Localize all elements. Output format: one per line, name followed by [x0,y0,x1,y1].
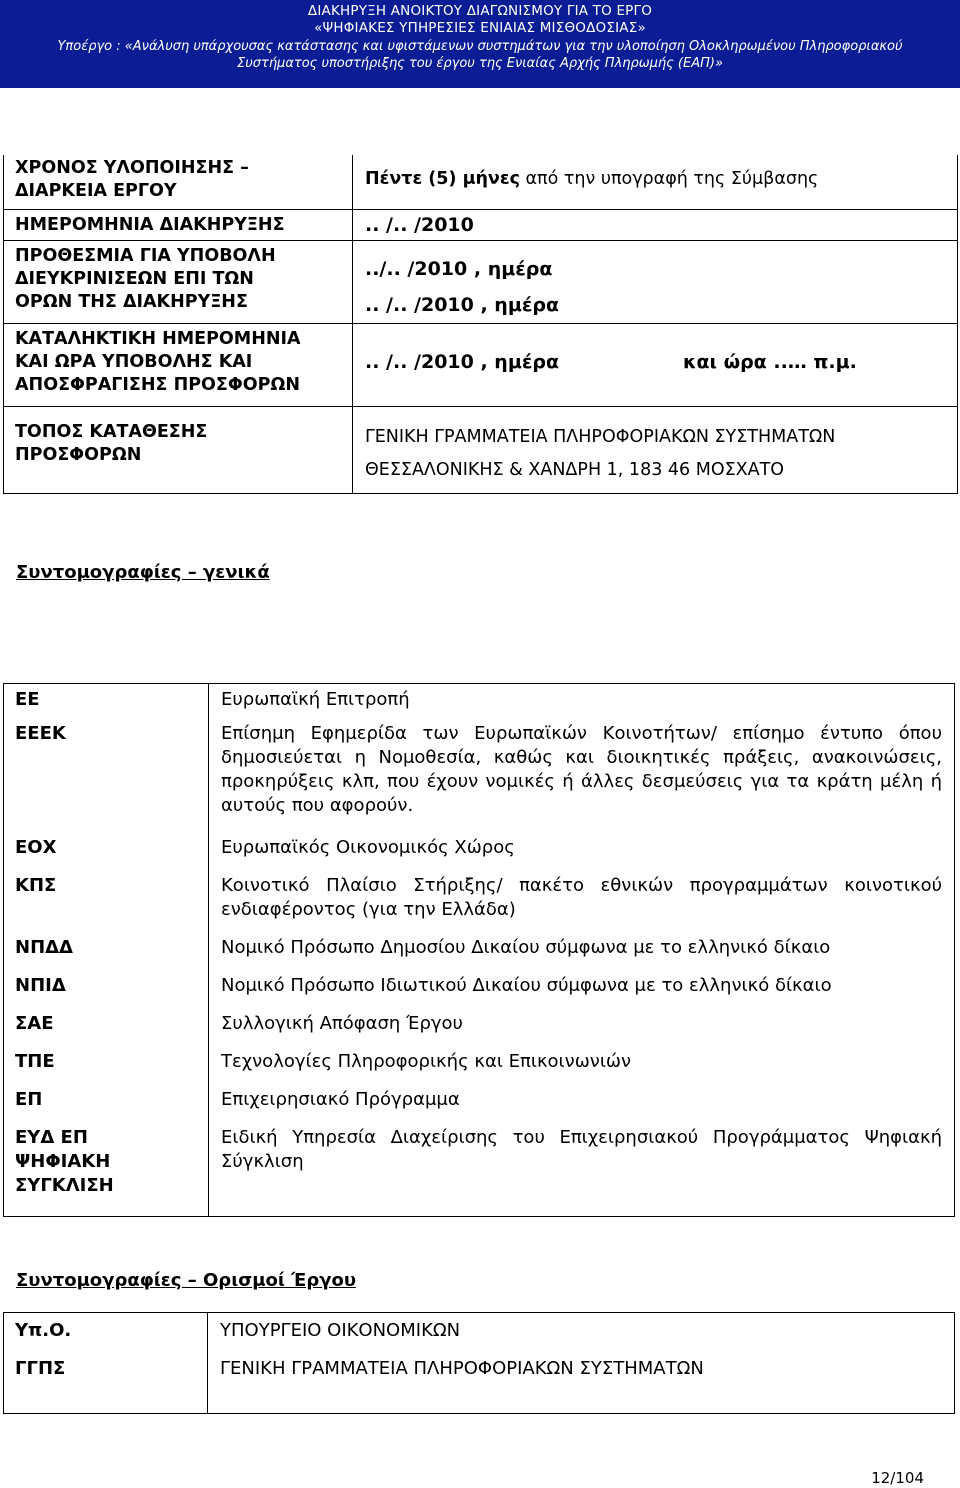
page-number: 12/104 [871,1469,924,1487]
table-row [4,936,955,974]
meaning-cell: Κοινοτικό Πλαίσιο Στήριξης/ πακέτο εθνικών προγραμμάτων κοινοτικού ενδιαφέροντος (για την Ελλάδα) [209,874,955,936]
abbr-cell: ΕΠ [15,1089,43,1110]
deadline-value: .. /.. /2010 , ημέρα και ώρα ..… π.μ. [353,324,958,407]
deadline-label: ΚΑΤΑΛΗΚΤΙΚΗ ΗΜΕΡΟΜΗΝΙΑ ΚΑΙ ΩΡΑ ΥΠΟΒΟΛΗΣ ΚΑΙ ΑΠΟΣΦΡΑΓΙΣΗΣ ΠΡΟΣΦΟΡΩΝ [4,324,353,407]
meaning-cell: ΥΠΟΥΡΓΕΙΟ ΟΙΚΟΝΟΜΙΚΩΝ [208,1313,955,1358]
abbr-cell: ΚΠΣ [15,875,57,896]
duration-value: Πέντε (5) μήνες από την υπογραφή της Σύμβασης [353,155,958,210]
duration-label: ΧΡΟΝΟΣ ΥΛΟΠΟΙΗΣΗΣ – ΔΙΑΡΚΕΙΑ ΕΡΓΟΥ [4,155,353,210]
meaning-cell: Νομικό Πρόσωπο Δημοσίου Δικαίου σύμφωνα με το ελληνικό δίκαιο [209,936,955,974]
table-row [4,874,955,936]
table-row [4,836,955,874]
abbr-cell: ΣΑΕ [15,1013,54,1034]
clarifications-value: ../.. /2010 , ημέρα .. /.. /2010 , ημέρα [353,241,958,324]
meaning-cell: Επιχειρησιακό Πρόγραμμα [209,1088,955,1126]
abbreviations-project-table [3,1312,955,1414]
table-row [4,1357,955,1414]
table-row [4,1050,955,1088]
abbr-cell: ΓΓΠΣ [15,1358,66,1379]
abbr-cell: ΝΠΔΔ [15,937,73,958]
table-row [4,1012,955,1050]
meaning-cell: Συλλογική Απόφαση Έργου [209,1012,955,1050]
header-subproject-line-1: Υποέργο : «Ανάλυση υπάρχουσας κατάστασης και υφιστάμενων συστημάτων για την υλοποίηση Ολοκληρωμένου Πληροφοριακού [57,39,903,54]
abbr-cell: ΕΟΧ [15,837,57,858]
abbr-cell: Υπ.Ο. [15,1320,72,1341]
abbreviations-general-table [3,683,955,1217]
duration-row [4,155,958,210]
clarifications-label: ΠΡΟΘΕΣΜΙΑ ΓΙΑ ΥΠΟΒΟΛΗ ΔΙΕΥΚΡΙΝΙΣΕΩΝ ΕΠΙ ΤΩΝ ΟΡΩΝ ΤΗΣ ΔΙΑΚΗΡΥΞΗΣ [4,241,353,324]
document-header [0,0,960,88]
header-title-line-2: «ΨΗΦΙΑΚΕΣ ΥΠΗΡΕΣΙΕΣ ΕΝΙΑΙΑΣ ΜΙΣΘΟΔΟΣΙΑΣ» [314,20,646,36]
tender-info-table [3,155,958,494]
header-title-line-1: ΔΙΑΚΗΡΥΞΗ ΑΝΟΙΚΤΟΥ ΔΙΑΓΩΝΙΣΜΟΥ ΓΙΑ ΤΟ ΕΡΓΟ [307,3,653,19]
table-row [4,1088,955,1126]
meaning-cell: Ευρωπαϊκή Επιτροπή [209,684,955,723]
abbr-cell: ΕΕΕΚ [15,723,66,744]
announce-label: ΗΜΕΡΟΜΗΝΙΑ ΔΙΑΚΗΡΥΞΗΣ [4,210,353,241]
section-title-project: Συντομογραφίες – Ορισμοί Έργου [16,1270,357,1291]
meaning-cell: Νομικό Πρόσωπο Ιδιωτικού Δικαίου σύμφωνα με το ελληνικό δίκαιο [209,974,955,1012]
table-row [4,1313,955,1358]
section-title-general: Συντομογραφίες – γενικά [16,562,270,583]
announce-value: .. /.. /2010 [353,210,958,241]
deadline-time: και ώρα ..… π.μ. [683,351,857,373]
meaning-cell: Τεχνολογίες Πληροφορικής και Επικοινωνιών [209,1050,955,1088]
meaning-cell: Επίσημη Εφημερίδα των Ευρωπαϊκών Κοινοτήτων/ επίσημο έντυπο όπου δημοσιεύεται η Νομοθεσία, καθώς και διοικητικές πράξεις, ανακοινώσεις, προκηρύξεις κλπ, που έχουν νομικές ή άλλες δεσμεύσεις για τα κράτη μέλη ή αυτούς που αφορούν. [209,722,955,836]
meaning-cell: ΓΕΝΙΚΗ ΓΡΑΜΜΑΤΕΙΑ ΠΛΗΡΟΦΟΡΙΑΚΩΝ ΣΥΣΤΗΜΑΤΩΝ [208,1357,955,1414]
abbr-cell: ΕΥΔ ΕΠ ΨΗΦΙΑΚΗ ΣΥΓΚΛΙΣΗ [15,1127,114,1196]
meaning-cell: Ειδική Υπηρεσία Διαχείρισης του Επιχειρησιακού Προγράμματος Ψηφιακή Σύγκλιση [209,1126,955,1217]
clarifications-row [4,241,958,324]
table-row [4,1126,955,1217]
place-row [4,407,958,494]
abbr-cell: ΤΠΕ [15,1051,55,1072]
meaning-cell: Ευρωπαϊκός Οικονομικός Χώρος [209,836,955,874]
deadline-row [4,324,958,407]
announce-row [4,210,958,241]
table-row [4,684,955,723]
abbr-cell: ΝΠΙΔ [15,975,66,996]
header-subproject-line-2: Συστήματος υποστήριξης του έργου της Ενιαίας Αρχής Πληρωμής (ΕΑΠ)» [237,56,723,71]
abbr-cell: ΕΕ [15,689,40,710]
table-row [4,974,955,1012]
place-value: ΓΕΝΙΚΗ ΓΡΑΜΜΑΤΕΙΑ ΠΛΗΡΟΦΟΡΙΑΚΩΝ ΣΥΣΤΗΜΑΤΩΝ ΘΕΣΣΑΛΟΝΙΚΗΣ & ΧΑΝΔΡΗ 1, 183 46 ΜΟΣΧΑΤΟ [353,407,958,494]
place-label: ΤΟΠΟΣ ΚΑΤΑΘΕΣΗΣ ΠΡΟΣΦΟΡΩΝ [4,407,353,494]
table-row [4,722,955,836]
